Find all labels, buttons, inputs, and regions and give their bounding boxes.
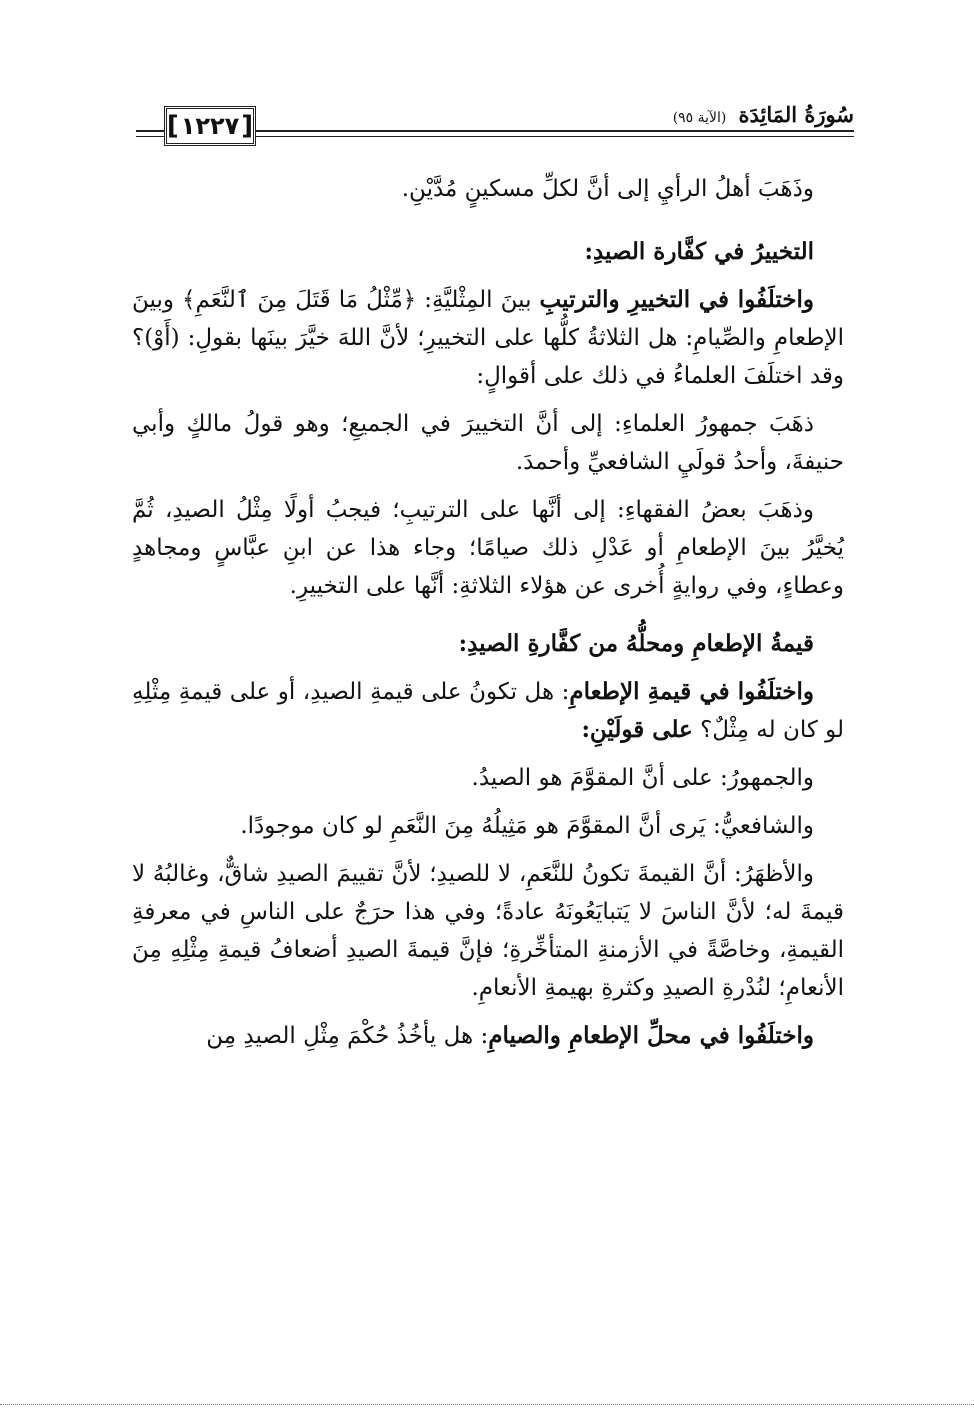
section-heading: قيمةُ الإطعامِ ومحلُّهُ من كفَّارةِ الصيدِ: [458, 630, 814, 657]
paragraph: ذهَبَ جمهورُ العلماءِ: إلى أنَّ التخييرَ في الجميعِ؛ وهو قولُ مالكٍ وأبي حنيفةَ، وأحدُ قولَيِ الشافعيِّ وأحمدَ. [132, 411, 844, 475]
paragraph: والأظهَرُ: أنَّ القيمةَ تكونُ للنَّعَمِ، لا للصيدِ؛ لأنَّ تقييمَ الصيدِ شاقٌّ، وغالبُهُ لا قيمةَ له؛ لأنَّ الناسَ لا يَتبايَعُونَهُ عادةً؛ وفي هذا حرَجٌ على الناسِ في معرفةِ القيمةِ، وخاصَّةً في الأزمنةِ المتأخِّرةِ؛ فإنَّ قيمةَ الصيدِ أضعافُ قيمةِ مِثْلِهِ مِنَ الأنعامِ؛ لنُدْرةِ الصيدِ وكثرةِ بهيمةِ الأنعامِ. [132, 861, 844, 1001]
page-number-box: [ ١٢٢٧ ] [164, 106, 256, 146]
paragraph: وذهَبَ بعضُ الفقهاءِ: إلى أنَّها على الترتيبِ؛ فيجبُ أولًا مِثْلُ الصيدِ، ثُمَّ يُخيَّرُ بينَ الإطعامِ أو عَدْلِ ذلك صيامًا؛ وجاء هذا عن ابنِ عبَّاسٍ ومجاهدٍ وعطاءٍ، وفي روايةٍ أُخرى عن هؤلاء الثلاثةِ: أنَّها على التخييرِ. [132, 497, 844, 599]
bold-lead: واختلَفُوا في محلِّ الإطعامِ والصيامِ [488, 1022, 814, 1049]
page-header [136, 100, 854, 152]
page-body [132, 170, 844, 1055]
paragraph [132, 673, 844, 749]
paragraph: والشافعيُّ: يَرى أنَّ المقوَّمَ هو مَثِيلُهُ مِنَ النَّعَمِ لو كان موجودًا. [240, 813, 814, 839]
surah-title [663, 102, 854, 127]
page-number: ١٢٢٧ [180, 112, 240, 140]
paragraph-text: بينَ المِثْليَّةِ: ﴿مِّثْلُ مَا قَتَلَ مِنَ ٱلنَّعَمِ﴾ وبينَ الإطعامِ والصِّيامِ: هل الثلاثةُ كلُّها على التخييرِ؛ لأنَّ اللهَ خيَّرَ بينَها بقولِ: (أَوْ)؟ وقد اختلَفَ العلماءُ في ذلك على أقوالٍ: [132, 287, 844, 389]
paragraph [132, 281, 844, 395]
paragraph-text: : هل تكونُ على قيمةِ الصيدِ، أو على قيمةِ مِثْلِهِ لو كان له مِثْلٌ؟ [132, 679, 844, 743]
bold-lead: واختلَفُوا في التخييرِ والترتيبِ [539, 286, 814, 313]
paragraph-text: : هل يأخُذُ حُكْمَ مِثْلِ الصيدِ مِن [206, 1023, 489, 1049]
bold-lead: واختلَفُوا في قيمةِ الإطعامِ [569, 678, 814, 705]
bold-tail: على قولَيْنِ: [581, 716, 693, 743]
paragraph: وذَهَبَ أهلُ الرأيِ إلى أنَّ لكلِّ مسكينٍ مُدَّيْنِ. [401, 176, 814, 202]
paragraph [132, 1017, 844, 1055]
ayah-reference: (الآية ٩٥) [672, 110, 727, 126]
surah-name: سُورَةُ المَائِدَة [738, 102, 854, 127]
section-heading: التخييرُ في كفَّارة الصيدِ: [584, 238, 814, 265]
paragraph: والجمهورُ: على أنَّ المقوَّمَ هو الصيدُ. [471, 765, 814, 791]
footer-rule [0, 1404, 974, 1405]
